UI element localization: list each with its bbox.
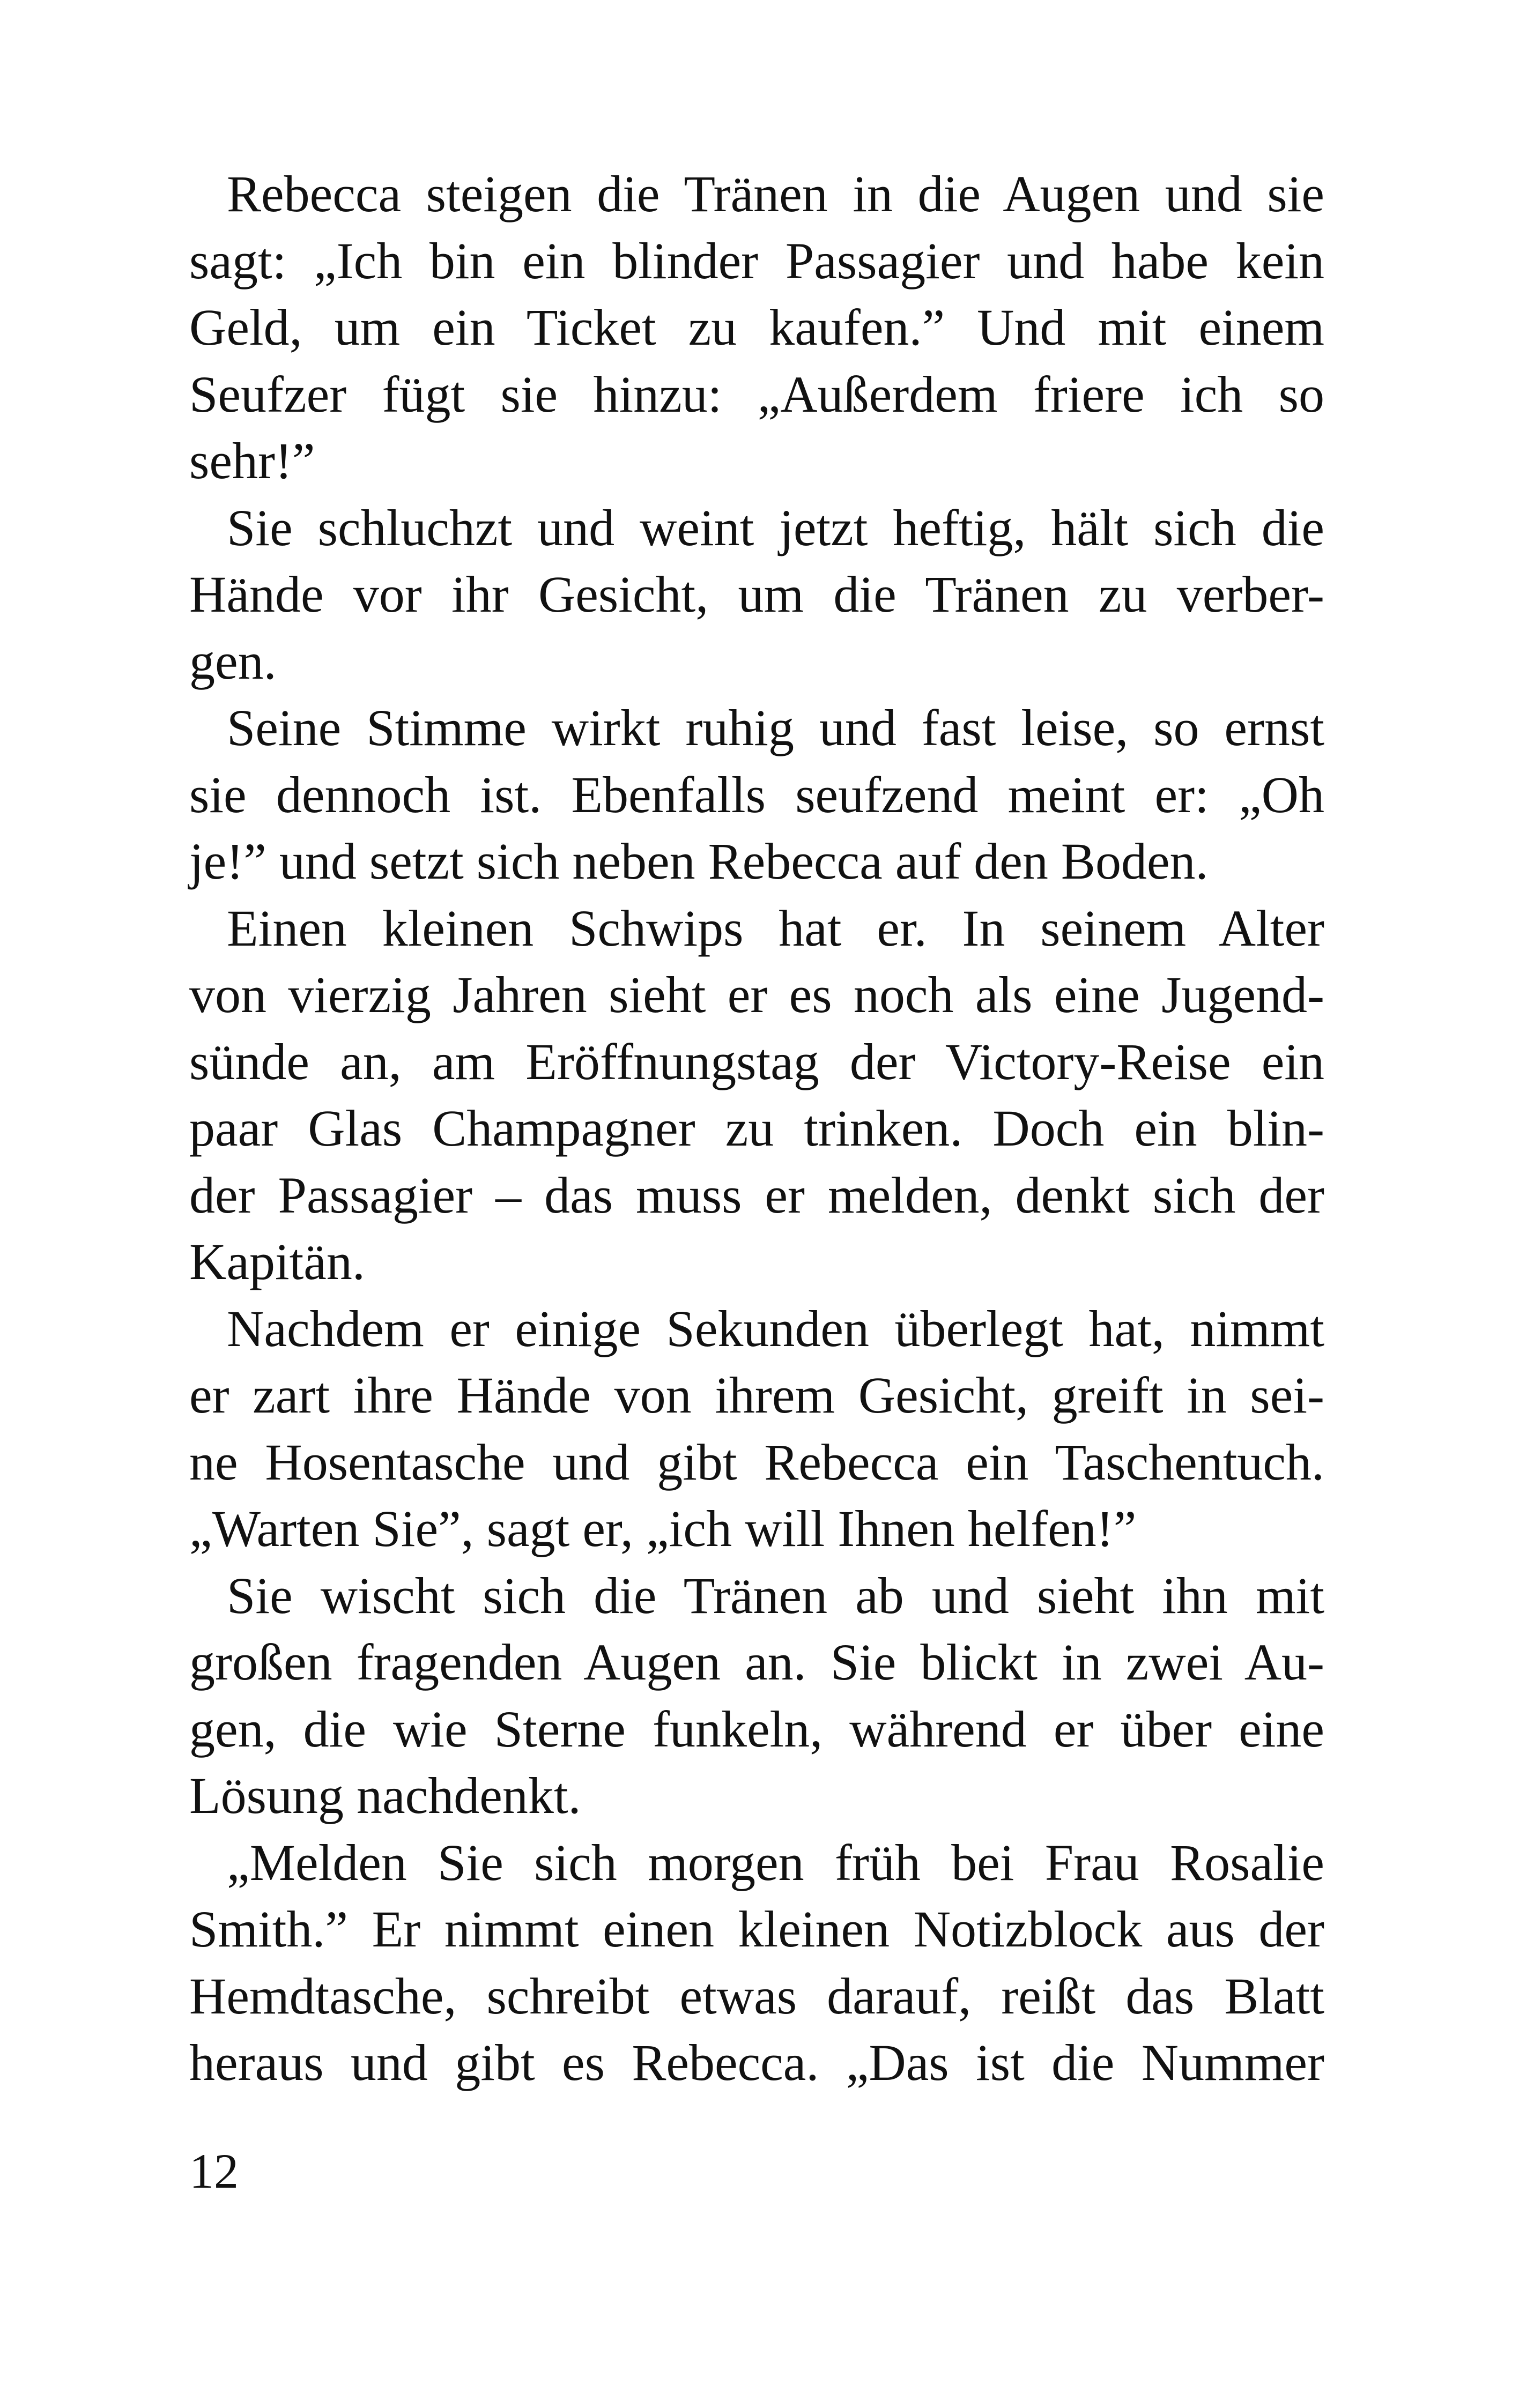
text-line: Lösung nachdenkt. [189,1767,581,1824]
text-line: paar Glas Champagner zu trinken. Doch ein blin- [189,1099,1324,1157]
paragraph-1 [189,161,1324,495]
text-line: er zart ihre Hände von ihrem Gesicht, greift in sei- [189,1366,1324,1424]
text-line: Seufzer fügt sie hinzu: „Außerdem friere ich so [189,365,1324,423]
text-line: von vierzig Jahren sieht er es noch als eine Jugend- [189,966,1324,1023]
text-line: Sie schluchzt und weint jetzt heftig, hält sich die [227,499,1324,556]
text-line: Hände vor ihr Gesicht, um die Tränen zu verber- [189,566,1324,623]
text-line: großen fragenden Augen an. Sie blickt in zwei Au- [189,1633,1324,1691]
paragraph-6 [189,1563,1324,1830]
paragraph-3 [189,695,1324,895]
text-line: sünde an, am Eröffnungstag der Victory-Reise ein [189,1032,1324,1090]
body-text [189,161,1324,2097]
paragraph-2 [189,495,1324,695]
text-line: gen. [189,632,277,690]
text-line: Hemdtasche, schreibt etwas darauf, reißt das Blatt [189,1967,1324,2025]
text-line: gen, die wie Sterne funkeln, während er über eine [189,1700,1324,1758]
text-line: ne Hosentasche und gibt Rebecca ein Taschentuch. [189,1433,1324,1491]
text-line: sagt: „Ich bin ein blinder Passagier und habe kein [189,232,1324,289]
text-line: Seine Stimme wirkt ruhig und fast leise, so ernst [227,699,1324,756]
text-line: Rebecca steigen die Tränen in die Augen und sie [227,165,1324,222]
text-line: je!” und setzt sich neben Rebecca auf den Boden. [189,833,1209,890]
paragraph-4 [189,895,1324,1296]
text-line: Kapitän. [189,1233,365,1290]
text-line: Nachdem er einige Sekunden überlegt hat, nimmt [227,1299,1324,1357]
text-line: Geld, um ein Ticket zu kaufen.” Und mit einem [189,299,1324,356]
text-line: Einen kleinen Schwips hat er. In seinem Alter [227,899,1324,957]
paragraph-5 [189,1296,1324,1563]
page-number: 12 [189,2144,239,2198]
text-line: der Passagier – das muss er melden, denkt sich der [189,1166,1324,1224]
paragraph-7 [189,1830,1324,2097]
text-line: sie dennoch ist. Ebenfalls seufzend meint er: „Oh [189,765,1324,823]
text-line: heraus und gibt es Rebecca. „Das ist die Nummer [189,2034,1324,2091]
text-line: sehr!” [189,432,315,489]
text-line: Smith.” Er nimmt einen kleinen Notizblock aus der [189,1900,1324,1958]
text-line: Sie wischt sich die Tränen ab und sieht ihn mit [227,1566,1324,1624]
text-line: „Warten Sie”, sagt er, „ich will Ihnen helfen!” [189,1500,1137,1557]
text-line: „Melden Sie sich morgen früh bei Frau Rosalie [227,1833,1324,1891]
